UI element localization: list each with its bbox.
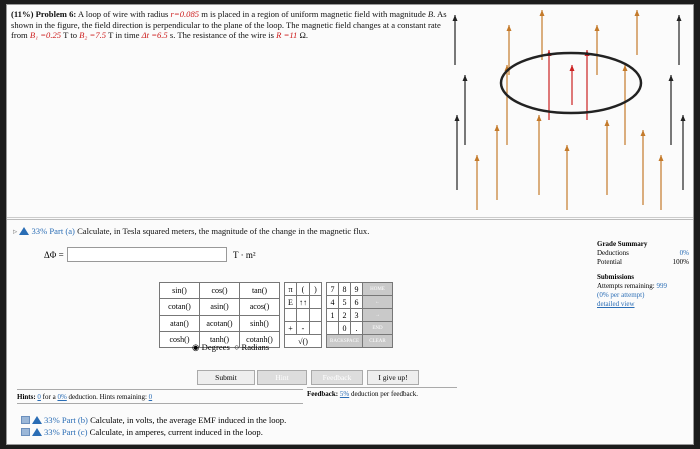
problem-frame — [6, 4, 694, 445]
magnetic-field-figure — [447, 5, 693, 215]
detailed-view-link[interactable]: detailed view — [597, 300, 635, 308]
field-arrowhead — [537, 115, 542, 121]
field-arrowhead — [495, 125, 500, 131]
field-arrowhead — [595, 25, 600, 31]
hint-button[interactable]: Hint — [257, 370, 307, 385]
warning-icon — [19, 227, 29, 235]
give-up-button[interactable]: I give up! — [367, 370, 419, 385]
calc-key[interactable] — [310, 296, 322, 309]
calc-key[interactable]: 7 — [327, 283, 339, 296]
backspace-key[interactable]: BACKSPACE — [327, 335, 363, 348]
answer-unit: T · m² — [233, 250, 256, 260]
calc-key[interactable]: acos() — [240, 299, 280, 315]
field-arrowhead — [455, 115, 460, 121]
field-arrows — [453, 10, 686, 210]
calc-key[interactable]: acotan() — [200, 315, 240, 331]
field-arrowhead — [565, 145, 570, 151]
calc-key[interactable]: ← — [363, 296, 393, 309]
calc-key[interactable]: atan() — [160, 315, 200, 331]
field-arrowhead — [635, 10, 640, 16]
submit-button[interactable]: Submit — [197, 370, 255, 385]
part-c-row[interactable]: 33% Part (c) Calculate, in amperes, current induced in the loop. — [21, 427, 263, 437]
calc-key[interactable]: ) — [310, 283, 322, 296]
collapsed-box-icon — [21, 428, 30, 436]
symbol-keys — [284, 282, 322, 348]
radians-radio[interactable]: ○ — [234, 342, 240, 352]
grade-title: Grade Summary — [597, 240, 648, 248]
part-a-title: ▹ 33% Part (a) Calculate, in Tesla squared meters, the magnitude of the change in the magnetic flux. — [13, 226, 370, 236]
calc-key[interactable] — [327, 322, 339, 335]
problem-number: (11%) Problem 6: — [11, 9, 77, 19]
calc-key[interactable]: 0 — [339, 322, 351, 335]
calc-key[interactable]: E — [285, 296, 297, 309]
number-keys — [326, 282, 393, 348]
grade-summary: Grade Summary Deductions 0% Potential 100% Submissions Attempts remaining: 999 (0% per attempt) detailed view — [597, 240, 689, 308]
answer-label: ΔΦ = — [44, 250, 64, 260]
divider — [17, 389, 303, 390]
calc-key[interactable]: → — [363, 309, 393, 322]
calc-key[interactable]: 2 — [339, 309, 351, 322]
field-arrowhead — [641, 130, 646, 136]
divider — [17, 403, 303, 404]
calc-key[interactable] — [310, 309, 322, 322]
calc-key[interactable]: tan() — [240, 283, 280, 299]
calc-key[interactable]: tanh() — [200, 331, 240, 347]
calc-key[interactable]: 9 — [351, 283, 363, 296]
collapsed-box-icon — [21, 416, 30, 424]
calc-key[interactable]: ( — [297, 283, 310, 296]
calc-key[interactable]: - — [297, 322, 310, 335]
calc-key[interactable]: cosh() — [160, 331, 200, 347]
field-arrowhead — [507, 25, 512, 31]
calc-key[interactable]: END — [363, 322, 393, 335]
field-arrowhead — [659, 155, 664, 161]
field-arrowhead — [453, 15, 458, 21]
calc-key[interactable]: 8 — [339, 283, 351, 296]
field-arrowhead — [605, 120, 610, 126]
feedback-info: Feedback: 5% deduction per feedback. — [307, 390, 419, 398]
calc-key[interactable]: 4 — [327, 296, 339, 309]
field-arrowhead — [681, 115, 686, 121]
calc-key[interactable]: 6 — [351, 296, 363, 309]
field-arrowhead — [677, 15, 682, 21]
calc-key[interactable]: cotan() — [160, 299, 200, 315]
part-a-panel — [7, 219, 694, 394]
calc-key[interactable]: 3 — [351, 309, 363, 322]
field-arrowhead — [669, 75, 674, 81]
calc-key[interactable] — [285, 309, 297, 322]
calc-key[interactable]: + — [285, 322, 297, 335]
warning-icon — [32, 416, 42, 424]
clear-key[interactable]: CLEAR — [363, 335, 393, 348]
angle-mode: ◉ Degrees ○ Radians — [192, 342, 270, 352]
calc-key[interactable]: HOME — [363, 283, 393, 296]
answer-input[interactable] — [67, 247, 227, 262]
field-arrowhead — [463, 75, 468, 81]
calc-key[interactable]: cos() — [200, 283, 240, 299]
calc-key[interactable]: ↑↑ — [297, 296, 310, 309]
field-arrowhead — [475, 155, 480, 161]
feedback-button[interactable]: Feedback — [311, 370, 363, 385]
calc-key[interactable]: cotanh() — [240, 331, 280, 347]
divider — [307, 387, 457, 388]
calc-key[interactable]: sinh() — [240, 315, 280, 331]
calc-key[interactable]: 1 — [327, 309, 339, 322]
divider — [7, 217, 694, 218]
calculator — [159, 282, 459, 348]
function-keys — [159, 282, 280, 348]
degrees-radio[interactable]: ◉ — [192, 342, 200, 352]
field-arrowhead — [570, 65, 575, 71]
part-b-row[interactable]: 33% Part (b) Calculate, in volts, the average EMF induced in the loop. — [21, 415, 286, 425]
calc-key[interactable]: π — [285, 283, 297, 296]
field-arrowhead — [540, 10, 545, 16]
calc-key[interactable]: 5 — [339, 296, 351, 309]
calc-key[interactable]: sin() — [160, 283, 200, 299]
calc-key[interactable] — [310, 322, 322, 335]
calc-key[interactable] — [297, 309, 310, 322]
wire-loop — [501, 53, 641, 113]
problem-statement: (11%) Problem 6: A loop of wire with radius r=0.085 m is placed in a region of uniform magnetic field with magnitude B. As shown in the figure, the field direction is perpendicular to the plane of the loop. The magnetic field changes at a constant rate from B₁ =0.25 T to B₂ =7.5 T in time Δt =6.5 s. The resistance of the wire is R =11 Ω. — [11, 9, 447, 41]
sqrt-key[interactable]: √() — [285, 335, 322, 348]
warning-icon — [32, 428, 42, 436]
hints-info: Hints: 0 for a 0% deduction. Hints remaining: 0 — [17, 393, 153, 401]
calc-key[interactable]: . — [351, 322, 363, 335]
calc-key[interactable]: asin() — [200, 299, 240, 315]
